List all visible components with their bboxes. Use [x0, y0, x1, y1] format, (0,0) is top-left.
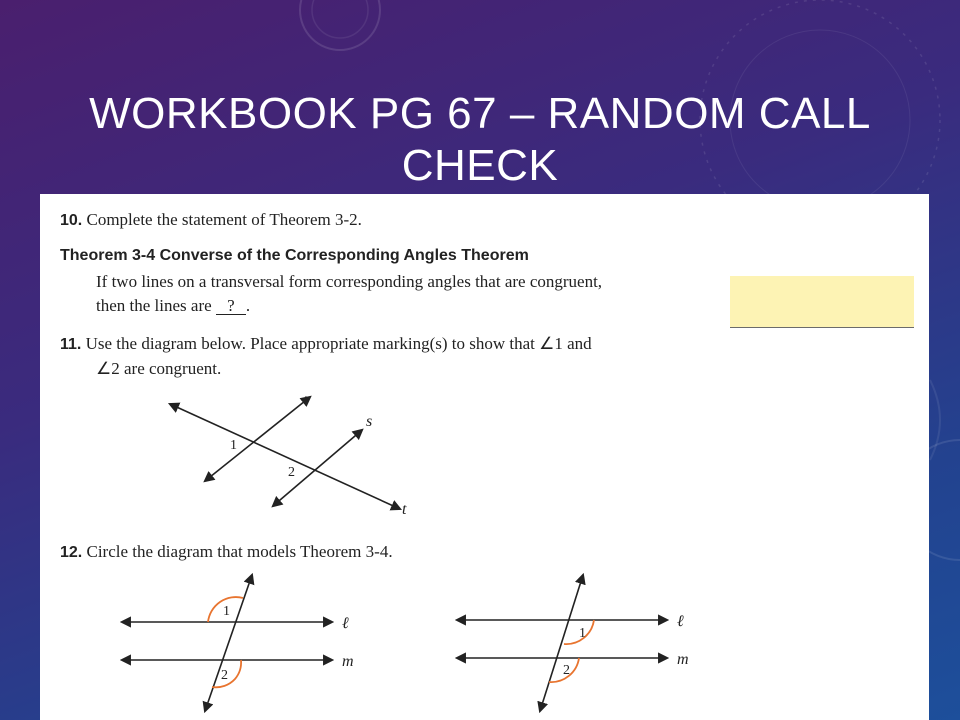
theorem-line-2-suffix: .: [245, 296, 251, 315]
label-t: t: [402, 501, 407, 518]
diagram-left: [110, 569, 370, 719]
slide-title: [0, 88, 960, 192]
label-angle-1: 1: [230, 438, 237, 453]
line-s: [273, 430, 362, 506]
question-12-text: Circle the diagram that models Theorem 3-4.: [86, 542, 393, 561]
left-angle-2: 2: [221, 668, 228, 683]
theorem-line-1: If two lines on a transversal form corresponding angles that are congruent,: [96, 272, 603, 291]
question-11-line-2: ∠2 are congruent.: [96, 359, 222, 378]
slide-title-line-2: CHECK: [401, 141, 559, 190]
right-label-l: ℓ: [677, 613, 684, 630]
left-label-m: m: [342, 653, 354, 670]
question-12-number: 12.: [60, 544, 83, 561]
label-r: r: [304, 391, 311, 408]
theorem-heading: Theorem 3-4 Converse of the Corresponding Angles Theorem: [60, 247, 529, 264]
left-transversal: [205, 575, 252, 711]
worksheet-image: [40, 194, 929, 720]
question-10-number: 10.: [60, 212, 83, 229]
question-12: [60, 542, 393, 562]
question-11-text-1: Use the diagram below. Place appropriate marking(s) to show that ∠1 and: [85, 334, 592, 353]
diagram-right: [445, 569, 705, 719]
label-angle-2: 2: [288, 465, 295, 480]
theorem-blank: ?: [216, 298, 246, 315]
left-label-l: ℓ: [342, 615, 349, 632]
right-angle-1: 1: [579, 626, 586, 641]
right-label-m: m: [677, 651, 689, 668]
right-angle-2: 2: [563, 663, 570, 678]
slide-title-line-1: WORKBOOK PG 67 – RANDOM CALL: [89, 89, 871, 138]
theorem-line-2-prefix: then the lines are: [96, 296, 216, 315]
question-11-number: 11.: [60, 336, 82, 353]
left-angle-1: 1: [223, 604, 230, 619]
label-s: s: [366, 413, 373, 430]
question-10-text: Complete the statement of Theorem 3-2.: [86, 210, 362, 229]
